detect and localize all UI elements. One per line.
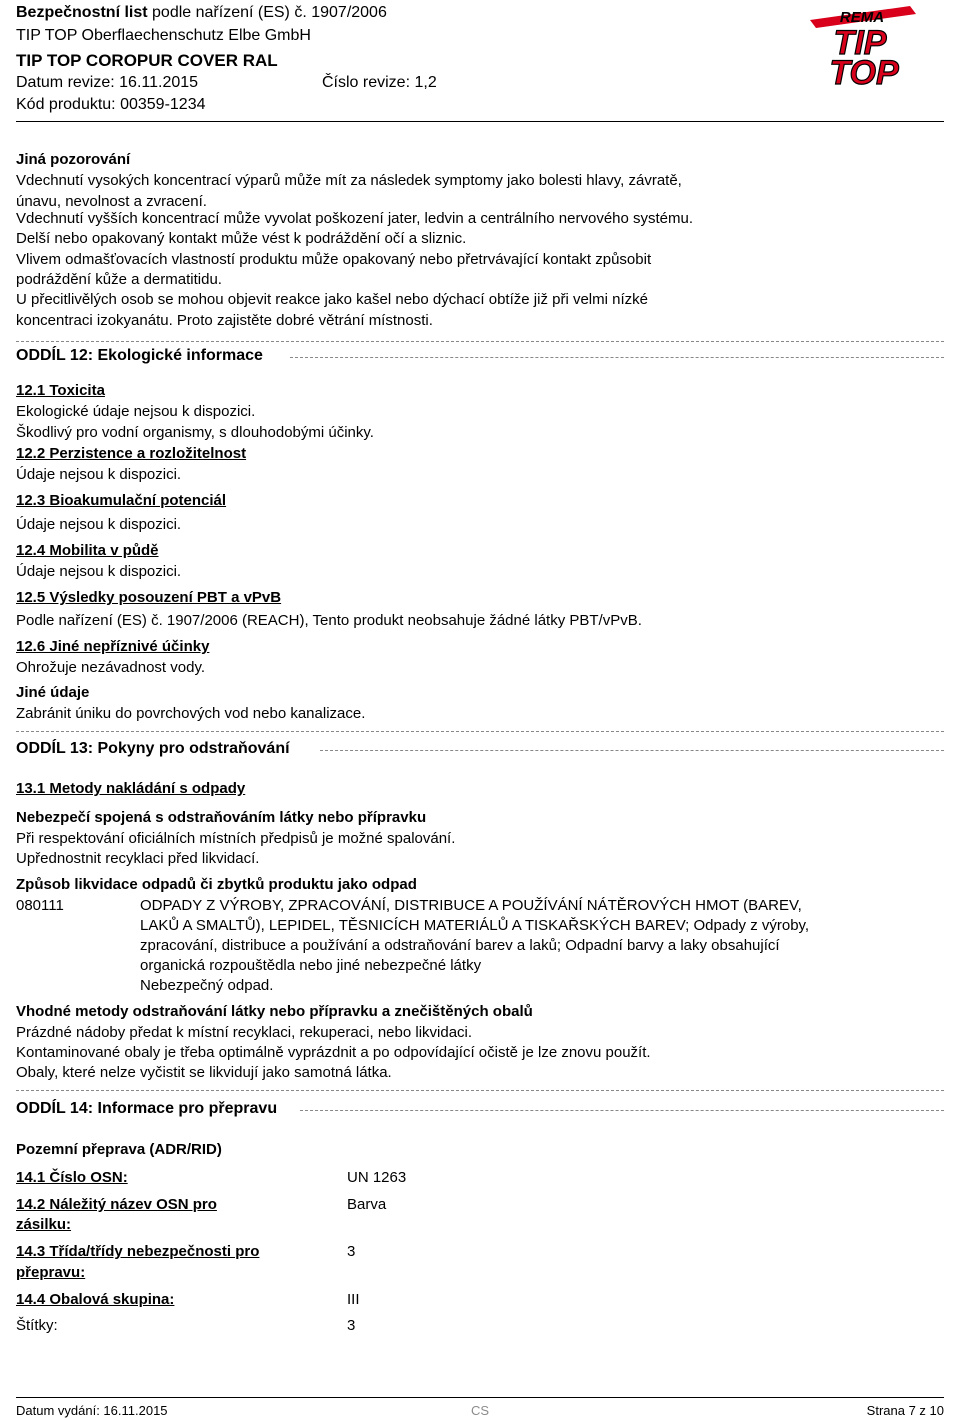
- other-observations-heading: Jiná pozorování: [16, 151, 131, 168]
- revision-number: Číslo revize: 1,2: [322, 74, 437, 91]
- label-14-1: 14.1 Číslo OSN:: [16, 1169, 128, 1186]
- section-divider: [16, 731, 944, 732]
- subsection-12-6: 12.6 Jiné nepříznivé účinky: [16, 638, 210, 655]
- section-divider: [300, 1110, 944, 1111]
- text-13-e: Obaly, které nelze vyčistit se likvidují jako samotná látka.: [16, 1064, 392, 1081]
- waste-code-desc: ODPADY Z VÝROBY, ZPRACOVÁNÍ, DISTRIBUCE A POUŽÍVÁNÍ NÁTĚROVÝCH HMOT (BAREV,: [140, 897, 802, 914]
- section-divider: [16, 1090, 944, 1091]
- rema-tip-top-logo: [806, 2, 918, 88]
- text-13-d: Kontaminované obaly je třeba optimálně vyprázdnit a po odpovídající očistě je lze znovu použít.: [16, 1044, 651, 1061]
- disposal-hazards-heading: Nebezpečí spojená s odstraňováním látky nebo přípravku: [16, 809, 427, 826]
- obs-line: Vdechnutí vyšších koncentrací může vyvolat poškození jater, ledvin a centrálního nervového systému.: [16, 210, 694, 227]
- text-12-2: Údaje nejsou k dispozici.: [16, 466, 182, 483]
- subsection-12-5: 12.5 Výsledky posouzení PBT a vPvB: [16, 589, 282, 606]
- logo-top-text: TOP: [829, 54, 899, 88]
- waste-method-heading: Způsob likvidace odpadů či zbytků produktu jako odpad: [16, 876, 417, 893]
- label-14-3a: 14.3 Třída/třídy nebezpečnosti pro: [16, 1243, 260, 1260]
- section-13-title: ODDÍL 13: Pokyny pro odstraňování: [16, 740, 290, 757]
- product-name: TIP TOP COROPUR COVER RAL: [16, 51, 278, 70]
- company-name: TIP TOP Oberflaechenschutz Elbe GmbH: [16, 27, 311, 44]
- subsection-12-4: 12.4 Mobilita v půdě: [16, 542, 159, 559]
- value-14-4: III: [347, 1291, 360, 1308]
- text-12-5: Podle nařízení (ES) č. 1907/2006 (REACH), Tento produkt neobsahuje žádné látky PBT/vPvB.: [16, 612, 642, 629]
- text-12-6: Ohrožuje nezávadnost vody.: [16, 659, 206, 676]
- obs-line: U přecitlivělých osob se mohou objevit reakce jako kašel nebo dýchací obtíže již při velmi nízké: [16, 291, 648, 308]
- section-12-title: ODDÍL 12: Ekologické informace: [16, 347, 263, 364]
- header-divider: [16, 121, 944, 122]
- waste-code-desc: LAKŮ A SMALTŮ), LEPIDEL, TĚSNICÍCH MATERIÁLŮ A TISKAŘSKÝCH BAREV; Odpady z výroby,: [140, 917, 810, 934]
- language-code: CS: [471, 1403, 490, 1418]
- text-13-b: Upřednostnit recyklaci před likvidací.: [16, 850, 260, 867]
- text-other-data: Zabránit úniku do povrchových vod nebo kanalizace.: [16, 705, 366, 722]
- text-13-a: Při respektování oficiálních místních předpisů je možné spalování.: [16, 830, 456, 847]
- obs-line: Delší nebo opakovaný kontakt může vést k podráždění očí a sliznic.: [16, 230, 467, 247]
- text-12-4: Údaje nejsou k dispozici.: [16, 563, 182, 580]
- subsection-12-1: 12.1 Toxicita: [16, 382, 105, 399]
- page-number: Strana 7 z 10: [866, 1403, 944, 1418]
- obs-line: podráždění kůže a dermatitidu.: [16, 271, 222, 288]
- section-14-title: ODDÍL 14: Informace pro přepravu: [16, 1100, 278, 1117]
- logo-tip-text: TIP: [833, 24, 887, 62]
- subsection-13-1: 13.1 Metody nakládání s odpady: [16, 780, 246, 797]
- footer-divider: [16, 1397, 944, 1398]
- doc-type: Bezpečnostní list: [16, 4, 148, 21]
- waste-code-desc: zpracování, distribuce a používání a odstraňování barev a laků; Odpadní barvy a laky obsahující: [140, 937, 780, 954]
- revision-date: Datum revize: 16.11.2015: [16, 74, 199, 91]
- label-14-2b: zásilku:: [16, 1216, 72, 1233]
- packaging-disposal-heading: Vhodné metody odstraňování látky nebo přípravku a znečištěných obalů: [16, 1003, 533, 1020]
- obs-line: koncentraci izokyanátu. Proto zajistěte dobré větrání místnosti.: [16, 312, 433, 329]
- text-12-1a: Ekologické údaje nejsou k dispozici.: [16, 403, 256, 420]
- obs-line: Vlivem odmašťovacích vlastností produktu může opakovaný nebo přetrvávající kontakt způsobit: [16, 251, 652, 268]
- label-14-2a: 14.2 Náležitý název OSN pro: [16, 1196, 217, 1213]
- section-divider: [16, 341, 944, 342]
- waste-code: 080111: [16, 897, 64, 914]
- subsection-12-2: 12.2 Perzistence a rozložitelnost: [16, 445, 247, 462]
- section-divider: [290, 357, 944, 358]
- product-code: Kód produktu: 00359-1234: [16, 96, 206, 113]
- waste-code-desc: organická rozpouštědla nebo jiné nebezpečné látky: [140, 957, 482, 974]
- land-transport-heading: Pozemní přeprava (ADR/RID): [16, 1141, 222, 1158]
- value-labels: 3: [347, 1317, 356, 1334]
- waste-code-desc: Nebezpečný odpad.: [140, 977, 274, 994]
- text-12-3: Údaje nejsou k dispozici.: [16, 516, 182, 533]
- obs-line: Vdechnutí vysokých koncentrací výparů může mít za následek symptomy jako bolesti hlavy, závratě,: [16, 172, 682, 189]
- other-data-heading: Jiné údaje: [16, 684, 90, 701]
- section-divider: [320, 750, 944, 751]
- label-14-4: 14.4 Obalová skupina:: [16, 1291, 175, 1308]
- value-14-2: Barva: [347, 1196, 387, 1213]
- issue-date: Datum vydání: 16.11.2015: [16, 1403, 168, 1418]
- label-14-3b: přepravu:: [16, 1264, 86, 1281]
- header-title-line: [16, 4, 387, 22]
- obs-line: únavu, nevolnost a zvracení.: [16, 193, 207, 210]
- value-14-1: UN 1263: [347, 1169, 407, 1186]
- logo-rema-text: REMA: [839, 9, 885, 26]
- subsection-12-3: 12.3 Bioakumulační potenciál: [16, 492, 227, 509]
- regulation: podle nařízení (ES) č. 1907/2006: [152, 4, 387, 21]
- label-labels: Štítky:: [16, 1317, 58, 1334]
- text-13-c: Prázdné nádoby předat k místní recyklaci, rekuperaci, nebo likvidaci.: [16, 1024, 473, 1041]
- text-12-1b: Škodlivý pro vodní organismy, s dlouhodobými účinky.: [16, 424, 374, 441]
- value-14-3: 3: [347, 1243, 356, 1260]
